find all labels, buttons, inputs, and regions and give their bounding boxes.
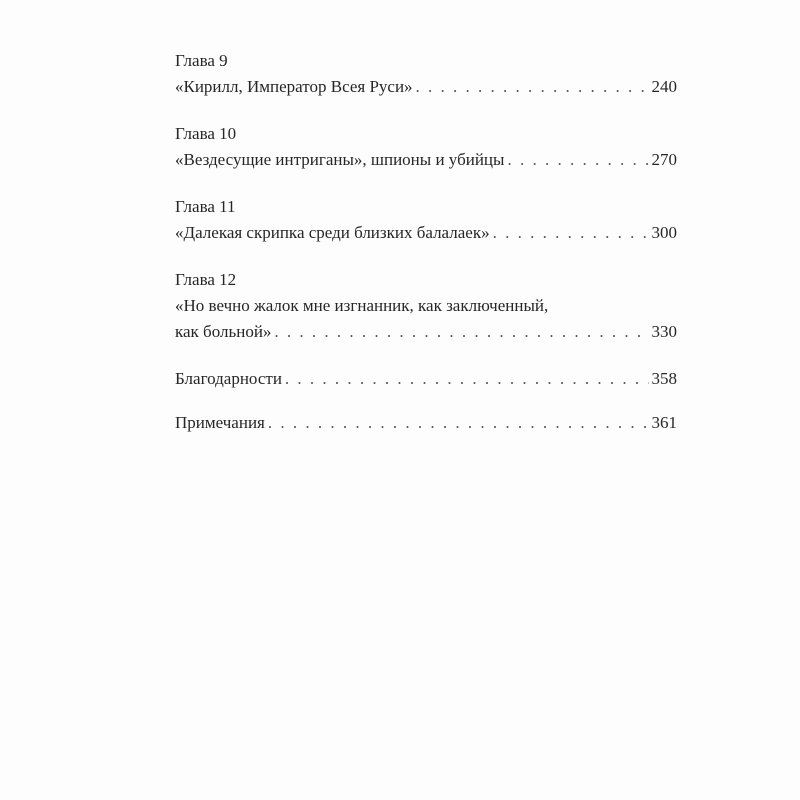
page-number: 300 — [651, 223, 677, 242]
chapter-label: Глава 12 — [175, 270, 237, 289]
table-of-contents — [175, 48, 677, 454]
page-number: 330 — [651, 322, 677, 341]
toc-line — [175, 319, 677, 345]
toc-entry-chapter-10 — [175, 121, 677, 173]
toc-line — [175, 220, 677, 246]
chapter-title: как больной» — [175, 322, 272, 341]
toc-line — [175, 74, 677, 100]
section-title: Примечания — [175, 413, 265, 432]
toc-line — [175, 147, 677, 173]
dot-leader — [416, 74, 649, 100]
chapter-label: Глава 11 — [175, 197, 236, 216]
chapter-label: Глава 10 — [175, 124, 237, 143]
toc-entry-chapter-12 — [175, 267, 677, 345]
toc-line — [175, 410, 677, 436]
page-number: 358 — [651, 369, 677, 388]
chapter-title-line-1: «Но вечно жалок мне изгнанник, как заключенный, — [175, 296, 549, 315]
toc-entry-notes — [175, 410, 677, 436]
dot-leader — [507, 147, 648, 173]
chapter-title: «Далекая скрипка среди близких балалаек» — [175, 223, 490, 242]
page-number: 361 — [651, 413, 677, 432]
dot-leader — [285, 366, 649, 392]
toc-entry-chapter-9 — [175, 48, 677, 100]
chapter-title: «Вездесущие интриганы», шпионы и убийцы — [175, 150, 505, 169]
dot-leader — [493, 220, 649, 246]
page-number: 270 — [651, 150, 677, 169]
toc-entry-chapter-11 — [175, 194, 677, 246]
section-title: Благодарности — [175, 369, 282, 388]
chapter-label: Глава 9 — [175, 51, 228, 70]
chapter-title: «Кирилл, Император Всея Руси» — [175, 77, 413, 96]
toc-line — [175, 366, 677, 392]
page-number: 240 — [651, 77, 677, 96]
toc-entry-acknowledgements — [175, 366, 677, 392]
dot-leader — [274, 319, 648, 345]
dot-leader — [268, 410, 649, 436]
